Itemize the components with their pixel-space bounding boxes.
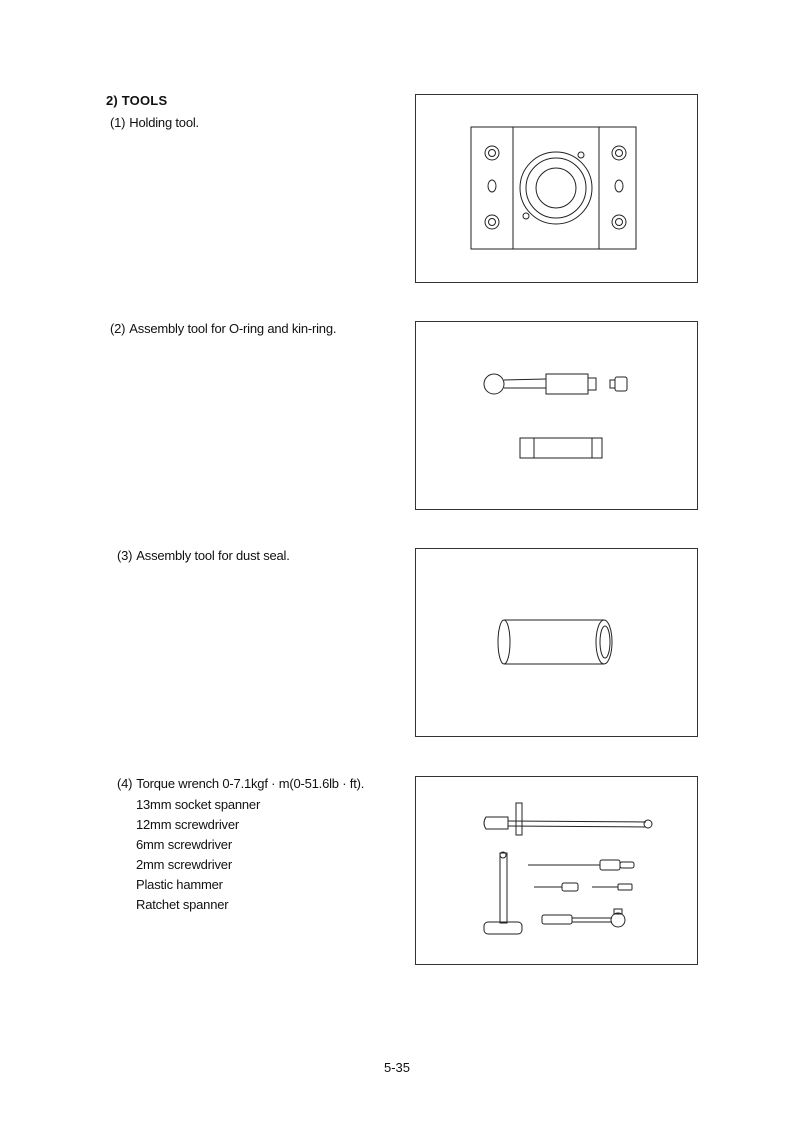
section-heading: 2) TOOLS	[106, 93, 168, 108]
holding-tool-figure	[415, 94, 698, 283]
o-ring-tool-drawing	[416, 322, 699, 511]
tool-1-caption	[110, 115, 199, 130]
o-ring-tool-figure	[415, 321, 698, 510]
tool-2-title: Assembly tool for O-ring and kin-ring.	[129, 321, 337, 336]
tool-4-item-2: 12mm screwdriver	[136, 817, 239, 832]
holding-tool-drawing	[416, 95, 699, 284]
torque-wrench-set-drawing	[416, 777, 699, 966]
tool-1-number: (1)	[110, 115, 126, 130]
dust-seal-tool-figure	[415, 548, 698, 737]
tool-4-item-1: 13mm socket spanner	[136, 797, 261, 812]
tool-4-item-3: 6mm screwdriver	[136, 837, 232, 852]
tool-2-number: (2)	[110, 321, 126, 336]
tool-1-title: Holding tool.	[129, 115, 199, 130]
torque-wrench-set-figure	[415, 776, 698, 965]
dust-seal-tool-drawing	[416, 549, 699, 738]
page-number: 5-35	[383, 1060, 411, 1075]
tool-4-number: (4)	[117, 776, 133, 791]
tool-2-caption	[110, 321, 336, 336]
tool-4-title: Torque wrench 0-7.1kgf · m(0-51.6lb · ft).	[136, 776, 365, 791]
tool-4-item-6: Ratchet spanner	[136, 897, 229, 912]
tool-3-number: (3)	[117, 548, 133, 563]
tool-3-title: Assembly tool for dust seal.	[136, 548, 290, 563]
tool-4-caption	[117, 776, 364, 791]
tool-3-caption	[117, 548, 290, 563]
tool-4-item-5: Plastic hammer	[136, 877, 223, 892]
tool-4-item-4: 2mm screwdriver	[136, 857, 232, 872]
